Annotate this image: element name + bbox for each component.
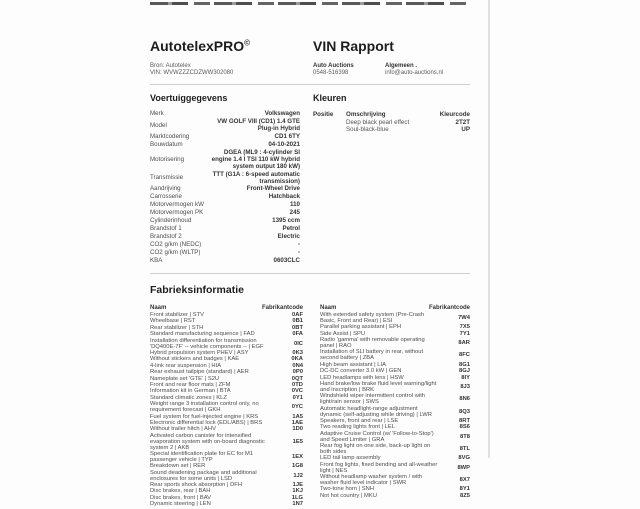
factory-row <box>320 338 470 350</box>
factory-row <box>320 475 470 487</box>
factory-option-name: Installation of SLI battery in rear, without second battery | ZBA <box>320 349 424 362</box>
field-value: - <box>297 248 300 256</box>
factory-row <box>150 483 303 489</box>
field-label: Merk <box>150 110 164 118</box>
factory-option-name: Automatic headlight-range adjustment dynamic (self-adjusting while driving) | LWR <box>320 405 432 418</box>
colors-header-row <box>313 111 470 118</box>
factory-option-name: Fuel system for fuel-injected engine | KRS <box>150 413 259 420</box>
factory-option-name: Installation differentiation for transmission 'DQ400E-7F' -- vehicle components -- | EGF <box>150 337 264 350</box>
factory-option-name: Front stabilizer | STV <box>150 312 205 319</box>
factory-option-name: Disc brakes, front | BAV <box>150 494 211 501</box>
factory-option-name: Weight range 3 installation control only, no requirement forecast | GKH <box>150 401 259 414</box>
factory-option-code: 8VG <box>458 455 470 462</box>
factory-option-name: 4-link rear suspension | HIA <box>150 362 222 369</box>
factory-row <box>320 463 470 475</box>
field-label: CO2 g/km (WLTP) <box>150 248 201 256</box>
factory-option-code: 0AF <box>292 312 303 319</box>
factory-option-code: 0K3 <box>292 349 303 356</box>
factory-header-code: Fabrikantcode <box>428 304 470 311</box>
section-divider <box>150 273 470 274</box>
factory-row <box>320 494 470 500</box>
factory-option-name: Standard climatic zones | KLZ <box>150 394 227 401</box>
factory-option-name: Electronic differential lock (EDL/ABS) | BRS <box>150 419 263 426</box>
field-value: DGEA (ML9 : 4-cylinder SI engine 1.4 l TSI 110 kW hybrid system output 180 kW) <box>211 148 300 170</box>
header-divider <box>150 84 470 85</box>
vehicle-section-title: Voertuiggegevens <box>150 93 228 104</box>
factory-option-name: Without headlamp washer system / with washer fluid level indicator | SWR <box>320 474 423 486</box>
factory-header-name: Naam <box>320 304 337 311</box>
factory-option-code: 8TL <box>459 446 470 453</box>
factory-option-code: 0N4 <box>292 362 303 369</box>
factory-row <box>320 313 470 325</box>
factory-option-name: Two-tone horn | SNH <box>320 486 375 493</box>
factory-option-name: Not hot country | MKU <box>320 492 377 499</box>
factory-row <box>150 489 303 495</box>
factory-option-code: 0Y1 <box>292 394 303 401</box>
factory-option-code: 1A5 <box>292 413 303 420</box>
vehicle-data-row <box>150 142 300 149</box>
vehicle-data-row <box>150 218 300 225</box>
factory-option-code: 1KJ <box>292 488 303 495</box>
factory-option-name: Without stickers and badges | KAE <box>150 356 240 363</box>
factory-option-code: 8G1 <box>459 361 470 368</box>
factory-row <box>320 407 470 419</box>
factory-row <box>150 339 303 351</box>
factory-row <box>150 502 303 508</box>
page-edge-line <box>488 0 490 458</box>
factory-rows-left <box>150 313 303 508</box>
factory-row <box>150 434 303 452</box>
report-subheader <box>150 63 470 77</box>
field-value: Volkswagen <box>264 110 300 118</box>
field-label: Marktcodering <box>150 133 190 141</box>
factory-option-name: LED headlamps with lens | HSW <box>320 374 404 381</box>
contact-phone: 0548-516398 <box>313 70 349 77</box>
factory-option-name: Hand brake/low brake fluid level warning/light and inscription | BRK <box>320 381 437 393</box>
factory-option-code: 1J2 <box>293 472 303 479</box>
factory-option-code: 0VC <box>291 388 303 395</box>
color-description: Deep black pearl effect <box>346 118 410 126</box>
factory-option-name: Radio 'gamma' with removable operating panel | RAO <box>320 337 425 350</box>
vehicle-data-row <box>150 210 300 217</box>
factory-option-name: Wheelbase | RST <box>150 318 196 325</box>
factory-row <box>320 432 470 444</box>
color-code: UP <box>461 125 470 133</box>
general-label: Algemeen . <box>385 63 418 69</box>
vehicle-data-row <box>150 134 300 141</box>
factory-option-name: Disc brakes, rear | BAH <box>150 488 211 495</box>
factory-option-code: 0QT <box>291 375 303 382</box>
factory-option-code: 0YC <box>291 404 303 411</box>
factory-option-code: 8Q3 <box>459 408 470 415</box>
factory-option-code: 8S6 <box>459 424 470 431</box>
field-value: Front-Wheel Drive <box>246 185 300 193</box>
factory-info-table <box>150 305 470 509</box>
colors-section-title: Kleuren <box>313 93 347 104</box>
factory-option-code: 1EX <box>292 453 303 460</box>
factory-option-code: 8X7 <box>459 477 470 484</box>
color-position <box>313 119 346 126</box>
factory-option-code: 0B1 <box>292 318 303 325</box>
field-value: TTT (G1A : 6-speed automatic transmission) <box>212 170 300 185</box>
color-position <box>313 126 346 133</box>
color-description: Soul-black-blue <box>346 125 389 133</box>
factory-rows-right <box>320 313 470 500</box>
factory-option-code: 1N7 <box>292 501 303 508</box>
copyright-symbol: © <box>244 38 251 48</box>
page-title: VIN Rapport <box>313 38 394 54</box>
factory-option-code: 8WP <box>457 464 470 471</box>
factory-option-code: 8RT <box>459 417 470 424</box>
vehicle-data-row <box>150 119 300 133</box>
field-label: Cylinderinhoud <box>150 217 192 225</box>
factory-option-name: Nameplate set 'GTE' | S2U <box>150 375 220 382</box>
factory-option-code: 8N6 <box>459 396 470 403</box>
factory-header-row <box>150 305 303 311</box>
general-email: info@auto-auctions.nl <box>385 70 444 77</box>
factory-column-right <box>320 305 470 509</box>
source-line: Bron: Autotelex <box>150 63 191 69</box>
field-value: 245 <box>289 209 300 217</box>
field-label: Aandrijving <box>150 185 181 193</box>
factory-row <box>150 452 303 464</box>
vehicle-data-row <box>150 258 300 265</box>
factory-header-name: Naam <box>150 304 167 311</box>
factory-option-code: 1D0 <box>292 426 303 433</box>
color-row <box>313 119 470 126</box>
factory-option-code: 1LG <box>291 494 303 501</box>
field-value: CD1 6TY <box>274 133 300 141</box>
factory-option-code: 0IC <box>293 340 303 347</box>
vehicle-data-row <box>150 202 300 209</box>
vin-line: VIN: WVWZZZCDZWW302080 <box>150 70 234 77</box>
vehicle-data-row <box>150 172 300 186</box>
factory-option-name: Activated carbon canister for intensified evaporation system with on-board diagnostic system 2 | AKB <box>150 432 265 451</box>
factory-row <box>320 382 470 394</box>
factory-option-code: 0FA <box>292 331 303 338</box>
factory-option-name: Standard manufacturing sequence | FAD <box>150 331 255 338</box>
vehicle-data-row <box>150 186 300 193</box>
field-value: 04-10-2021 <box>268 141 300 149</box>
vehicle-data-row <box>150 194 300 201</box>
field-value: 0603CLC <box>273 256 300 264</box>
factory-option-code: 8FC <box>459 352 470 359</box>
vehicle-data-row <box>150 234 300 241</box>
factory-option-name: DC-DC converter 3.0 kW | GEN <box>320 368 402 375</box>
factory-option-code: 0P0 <box>292 369 303 376</box>
factory-option-name: Dynamic steering | LEN <box>150 501 211 508</box>
field-label: CO2 g/km (NEDC) <box>150 240 202 248</box>
factory-option-name: Parallel parking assistant | EPH <box>320 324 402 331</box>
report-header <box>150 38 470 54</box>
field-label: Motorvermogen kW <box>150 201 204 209</box>
factory-option-code: 7Y1 <box>459 330 470 337</box>
factory-row <box>150 496 303 502</box>
vehicle-data-table <box>150 111 300 264</box>
factory-option-code: 8AR <box>458 340 470 347</box>
factory-option-name: With extended safety system (Pre-Crash Basic, Front and Rear) | ESI <box>320 312 425 324</box>
factory-option-code: 8IY <box>461 374 470 381</box>
factory-option-code: 1E5 <box>292 438 303 445</box>
vehicle-section <box>150 93 300 265</box>
factory-section-title: Fabrieksinformatie <box>150 283 244 296</box>
factory-option-code: 8GJ <box>459 368 470 375</box>
colors-header-position: Positie <box>313 111 334 119</box>
factory-row <box>320 444 470 456</box>
field-value: VW GOLF VIII (CD1) 1.4 GTE Plug-in Hybrid <box>217 118 300 133</box>
factory-option-name: Two reading lights front | LEL <box>320 424 395 431</box>
field-label: Bouwdatum <box>150 141 183 149</box>
factory-option-name: Rear exhaust tailpipe (standard) | AER <box>150 369 249 376</box>
factory-option-code: 0KA <box>291 356 303 363</box>
factory-row <box>150 471 303 483</box>
factory-row <box>320 394 470 406</box>
field-value: - <box>297 240 300 248</box>
vehicle-data-row <box>150 242 300 249</box>
factory-option-code: 8J3 <box>460 383 470 390</box>
field-value: 1395 ccm <box>272 217 300 225</box>
factory-option-name: Special identification plate for EC for M1 passenger vehicle | TYP <box>150 450 254 463</box>
vehicle-data-row <box>150 150 300 171</box>
field-label: Model <box>150 121 167 129</box>
factory-row <box>320 487 470 493</box>
factory-column-left <box>150 305 303 509</box>
factory-option-name: Information kit in German | BTA <box>150 388 231 395</box>
factory-option-name: Speakers, front and rear | LSE <box>320 417 399 424</box>
colors-section <box>313 93 470 265</box>
field-label: Carrosserie <box>150 193 182 201</box>
vehicle-and-colors <box>150 93 470 265</box>
factory-option-code: 1AE <box>291 419 303 426</box>
factory-option-code: 7W4 <box>458 314 470 321</box>
vehicle-data-row <box>150 250 300 257</box>
field-label: Motorvermogen PK <box>150 209 204 217</box>
color-code: 2T2T <box>455 118 470 126</box>
colors-table <box>313 119 470 133</box>
factory-option-name: LED tail lamp assembly <box>320 455 381 462</box>
factory-option-name: Breakdown set | RER <box>150 463 206 470</box>
colors-header-code: Kleurcode <box>439 111 470 119</box>
factory-option-name: Side Assist | SPU <box>320 330 365 337</box>
color-row <box>313 126 470 133</box>
field-label: Transmissie <box>150 174 184 182</box>
source-block <box>150 63 313 77</box>
factory-option-name: Rear stabilizer | STH <box>150 324 204 331</box>
factory-option-code: 0TD <box>292 382 303 388</box>
field-label: Brandstof 1 <box>150 225 182 232</box>
factory-option-name: Hybrid propulsion system PHEV | ASY <box>150 349 249 356</box>
field-label: Motorisering <box>150 155 185 163</box>
factory-option-name: Without trailer hitch | AHV <box>150 426 216 433</box>
vehicle-data-row <box>150 226 300 233</box>
factory-option-code: 8Z5 <box>460 492 470 499</box>
factory-header-code: Fabrikantcode <box>261 304 303 311</box>
factory-option-name: Front fog lights, fixed bending and all-weather light | NES <box>320 461 438 474</box>
general-block <box>385 63 470 77</box>
factory-option-name: Rear fog light on one side, back-up light on both sides <box>320 443 431 455</box>
contact-block <box>313 63 385 77</box>
factory-option-code: 8T8 <box>460 433 470 440</box>
factory-option-code: 7X5 <box>459 324 470 331</box>
brand-logo <box>150 38 313 54</box>
factory-option-name: Adaptive Cruise Control (w/ 'Follow-to-Stop') and Speed Limiter | GRA <box>320 430 434 443</box>
field-value: Electric <box>277 232 300 240</box>
factory-option-name: Windshield wiper intermittent control with light/rain sensor | SWS <box>320 393 426 406</box>
vehicle-data-row <box>150 111 300 118</box>
field-value: Hatchback <box>268 193 300 201</box>
factory-option-name: Rear sports shock absorption | DFH <box>150 482 243 488</box>
scan-artifact-strip <box>150 2 466 5</box>
vin-report-page <box>150 38 470 509</box>
factory-option-name: High beam assistant | LIA <box>320 361 386 368</box>
factory-row <box>150 402 303 414</box>
factory-header-row <box>320 305 470 311</box>
field-value: Petrol <box>282 225 300 232</box>
contact-name: Auto Auctions <box>313 63 354 69</box>
field-value: 110 <box>290 201 300 209</box>
factory-option-code: 8Y1 <box>459 486 470 493</box>
factory-option-name: Sound deadening package and additional enclosures for some units | LSD <box>150 469 257 482</box>
field-label: Brandstof 2 <box>150 232 182 240</box>
brand-text: AutotelexPRO <box>150 38 245 54</box>
field-label: KBA <box>150 256 163 264</box>
factory-option-name: Front and rear floor mats | ZFM <box>150 382 231 388</box>
colors-header-description: Omschrijving <box>346 111 386 119</box>
factory-option-code: 1JE <box>292 482 303 488</box>
factory-option-code: 1G8 <box>292 463 303 470</box>
factory-option-code: 0BT <box>292 324 303 331</box>
factory-row <box>320 350 470 362</box>
